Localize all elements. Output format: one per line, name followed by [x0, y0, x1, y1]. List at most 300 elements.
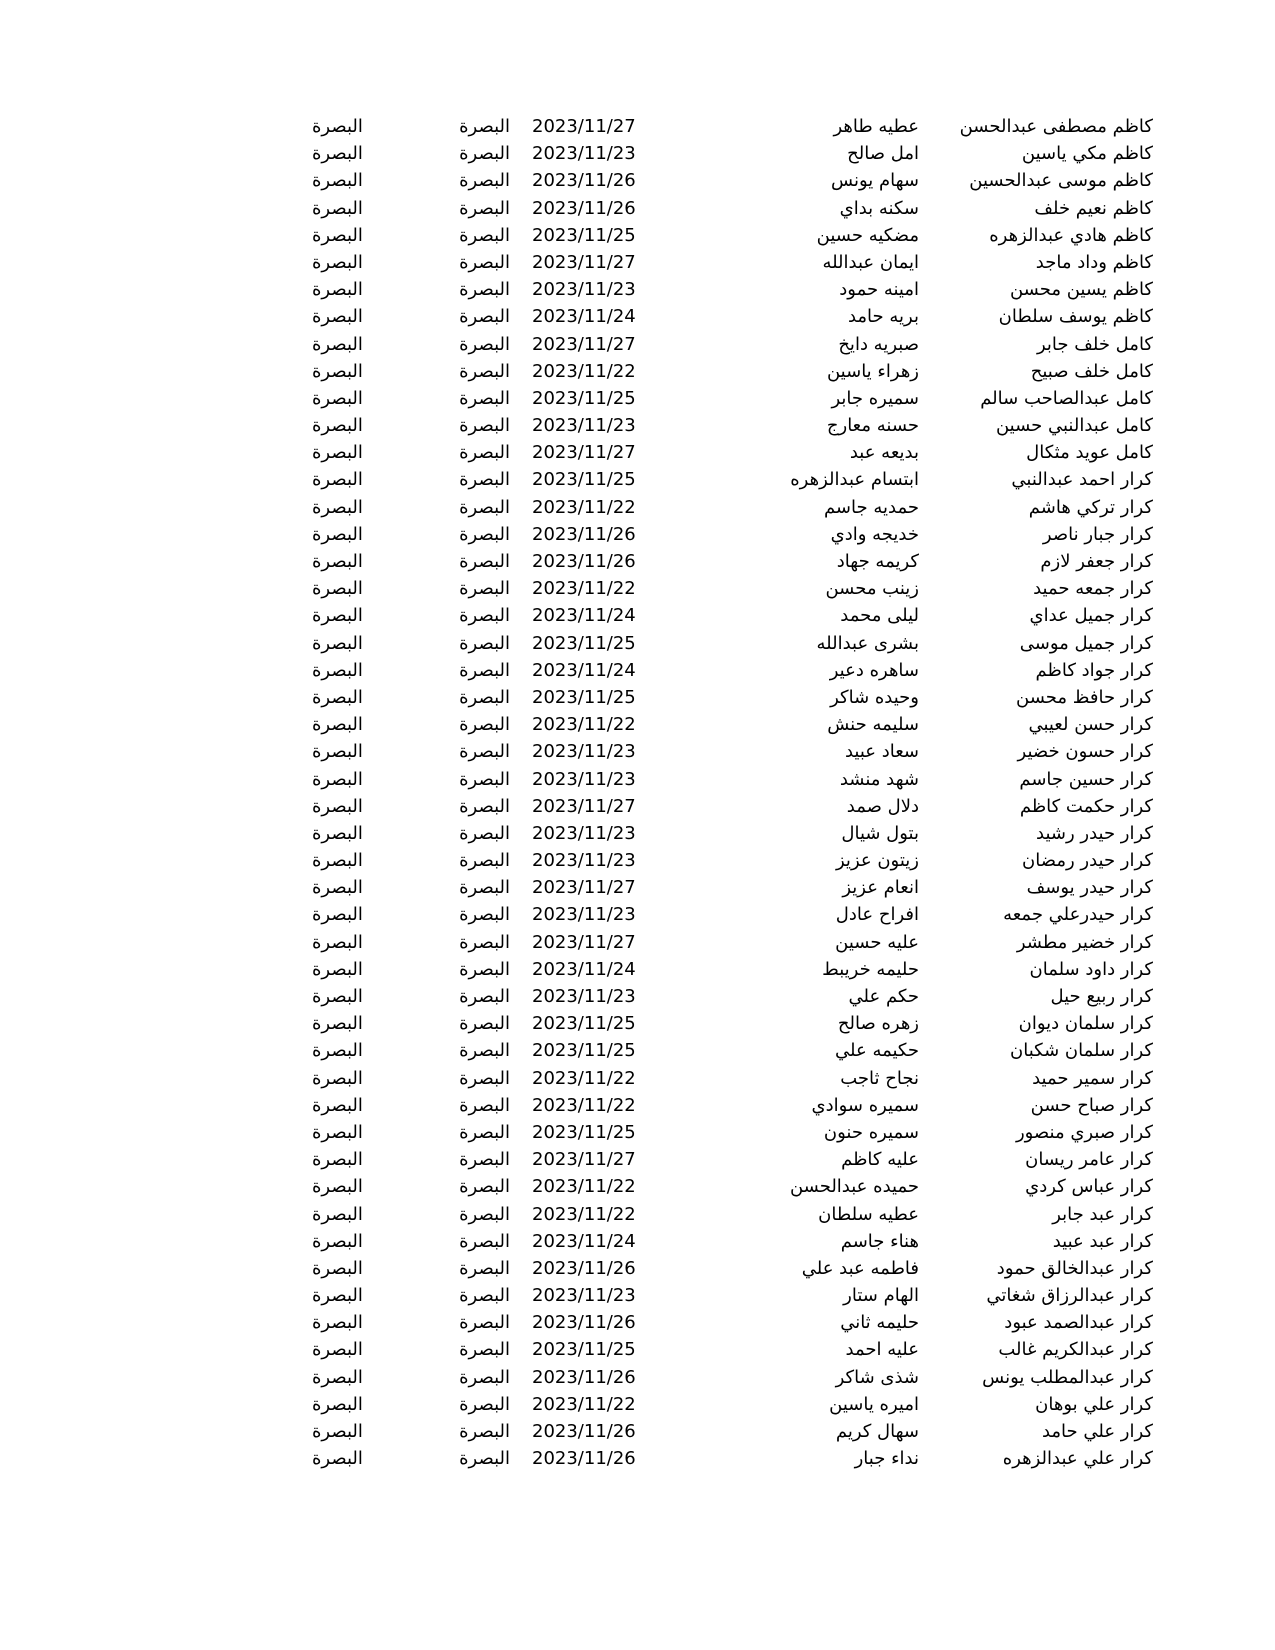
- table-row: [0, 1065, 1275, 1092]
- city-cell: البصرة: [459, 523, 510, 545]
- date-cell: 2023/11/27: [532, 116, 636, 137]
- person-name-cell: كرار صبري منصور: [1015, 1121, 1153, 1143]
- date-cell: 2023/11/26: [532, 1421, 636, 1442]
- date-cell: 2023/11/24: [532, 659, 636, 681]
- person-name-cell: كرار حيدر رمضان: [1022, 850, 1153, 872]
- mother-name-cell: بتول شيال: [841, 822, 919, 844]
- city-cell: البصرة: [459, 1421, 510, 1442]
- table-row: [0, 1336, 1275, 1363]
- city-cell: البصرة: [459, 469, 510, 491]
- date-cell: 2023/11/23: [532, 768, 636, 790]
- governorate-cell: البصرة: [312, 931, 363, 953]
- person-name-cell: كامل خلف جابر: [1036, 333, 1153, 355]
- mother-name-cell: صبريه دايخ: [838, 333, 919, 355]
- table-row: [0, 1282, 1275, 1309]
- city-cell: البصرة: [459, 931, 510, 953]
- city-cell: البصرة: [459, 143, 510, 165]
- city-cell: البصرة: [459, 632, 510, 654]
- governorate-cell: البصرة: [312, 387, 363, 409]
- person-name-cell: كرار عبد جابر: [1052, 1203, 1153, 1225]
- table-row: [0, 521, 1275, 548]
- date-cell: 2023/11/22: [532, 1176, 636, 1198]
- person-name-cell: كرار جميل موسى: [1019, 632, 1153, 654]
- governorate-cell: البصرة: [312, 850, 363, 872]
- date-cell: 2023/11/24: [532, 306, 636, 328]
- mother-name-cell: ايمان عبدالله: [822, 251, 919, 273]
- city-cell: البصرة: [459, 442, 510, 464]
- person-name-cell: كاظم يسين محسن: [1009, 279, 1153, 301]
- person-name-cell: كرار حسن لعيبي: [1028, 714, 1153, 736]
- mother-name-cell: سكنه بداي: [839, 197, 919, 219]
- person-name-cell: كرار عامر ريسان: [1025, 1149, 1153, 1171]
- table-row: [0, 1037, 1275, 1064]
- table-row: [0, 140, 1275, 167]
- city-cell: البصرة: [459, 170, 510, 192]
- table-row: [0, 1391, 1275, 1418]
- date-cell: 2023/11/27: [532, 877, 636, 899]
- person-name-cell: كرار حيدرعلي جمعه: [1003, 904, 1153, 926]
- governorate-cell: البصرة: [312, 224, 363, 246]
- person-name-cell: كاظم يوسف سلطان: [998, 306, 1153, 328]
- person-name-cell: كرار عبدالمطلب يونس: [982, 1366, 1153, 1388]
- mother-name-cell: انعام عزيز: [842, 877, 919, 899]
- date-cell: 2023/11/25: [532, 469, 636, 491]
- date-cell: 2023/11/26: [532, 523, 636, 545]
- city-cell: البصرة: [459, 551, 510, 572]
- city-cell: البصرة: [459, 360, 510, 382]
- governorate-cell: البصرة: [312, 251, 363, 273]
- city-cell: البصرة: [459, 659, 510, 681]
- person-name-cell: كرار حسين جاسم: [1019, 768, 1153, 790]
- city-cell: البصرة: [459, 1176, 510, 1198]
- table-row: [0, 439, 1275, 466]
- governorate-cell: البصرة: [312, 442, 363, 464]
- city-cell: البصرة: [459, 415, 510, 437]
- governorate-cell: البصرة: [312, 116, 363, 137]
- governorate-cell: البصرة: [312, 469, 363, 491]
- governorate-cell: البصرة: [312, 306, 363, 328]
- table-row: [0, 195, 1275, 222]
- date-cell: 2023/11/23: [532, 1285, 636, 1307]
- mother-name-cell: حمديه جاسم: [823, 496, 919, 518]
- person-name-cell: كرار داود سلمان: [1029, 958, 1153, 980]
- governorate-cell: البصرة: [312, 143, 363, 165]
- mother-name-cell: ابتسام عبدالزهره: [790, 469, 919, 491]
- governorate-cell: البصرة: [312, 578, 363, 600]
- date-cell: 2023/11/26: [532, 170, 636, 192]
- mother-name-cell: سليمه حنش: [827, 714, 919, 736]
- table-row: [0, 684, 1275, 711]
- governorate-cell: البصرة: [312, 170, 363, 192]
- date-cell: 2023/11/25: [532, 1121, 636, 1143]
- person-name-cell: كاظم موسى عبدالحسين: [969, 170, 1153, 192]
- table-row: [0, 1119, 1275, 1146]
- city-cell: البصرة: [459, 251, 510, 273]
- date-cell: 2023/11/25: [532, 686, 636, 708]
- table-row: [0, 602, 1275, 629]
- mother-name-cell: مضكيه حسين: [816, 224, 919, 246]
- mother-name-cell: حميده عبدالحسن: [789, 1176, 919, 1198]
- date-cell: 2023/11/24: [532, 1230, 636, 1252]
- city-cell: البصرة: [459, 1067, 510, 1089]
- person-name-cell: كرار تركي هاشم: [1028, 496, 1153, 518]
- date-cell: 2023/11/27: [532, 795, 636, 817]
- city-cell: البصرة: [459, 877, 510, 899]
- person-name-cell: كرار جبار ناصر: [1042, 523, 1153, 545]
- table-row: [0, 630, 1275, 657]
- city-cell: البصرة: [459, 822, 510, 844]
- governorate-cell: البصرة: [312, 1121, 363, 1143]
- mother-name-cell: حليمه خريبط: [822, 958, 919, 980]
- date-cell: 2023/11/23: [532, 741, 636, 763]
- city-cell: البصرة: [459, 1312, 510, 1334]
- city-cell: البصرة: [459, 958, 510, 980]
- mother-name-cell: زهره صالح: [837, 1013, 919, 1035]
- date-cell: 2023/11/27: [532, 931, 636, 953]
- governorate-cell: البصرة: [312, 877, 363, 899]
- mother-name-cell: اميره ياسين: [829, 1393, 919, 1415]
- mother-name-cell: زيتون عزيز: [836, 850, 919, 872]
- person-name-cell: كاظم مصطفى عبدالحسن: [959, 116, 1153, 137]
- mother-name-cell: افراح عادل: [835, 904, 919, 926]
- city-cell: البصرة: [459, 741, 510, 763]
- date-cell: 2023/11/24: [532, 958, 636, 980]
- table-row: [0, 820, 1275, 847]
- table-row: [0, 575, 1275, 602]
- governorate-cell: البصرة: [312, 551, 363, 572]
- table-row: [0, 113, 1275, 140]
- governorate-cell: البصرة: [312, 768, 363, 790]
- governorate-cell: البصرة: [312, 1312, 363, 1334]
- governorate-cell: البصرة: [312, 686, 363, 708]
- person-name-cell: كاظم وداد ماجد: [1035, 251, 1153, 273]
- mother-name-cell: ساهره دعير: [829, 659, 919, 681]
- city-cell: البصرة: [459, 904, 510, 926]
- person-name-cell: كرار حافظ محسن: [1016, 686, 1153, 708]
- table-row: [0, 1146, 1275, 1173]
- person-name-cell: كرار عبدالصمد عبود: [1004, 1312, 1153, 1334]
- person-name-cell: كرار سمير حميد: [1032, 1067, 1153, 1089]
- governorate-cell: البصرة: [312, 333, 363, 355]
- date-cell: 2023/11/22: [532, 1203, 636, 1225]
- governorate-cell: البصرة: [312, 904, 363, 926]
- date-cell: 2023/11/25: [532, 632, 636, 654]
- table-row: [0, 711, 1275, 738]
- table-row: [0, 466, 1275, 493]
- mother-name-cell: دلال صمد: [846, 795, 919, 817]
- governorate-cell: البصرة: [312, 360, 363, 382]
- city-cell: البصرة: [459, 795, 510, 817]
- date-cell: 2023/11/26: [532, 1366, 636, 1388]
- mother-name-cell: عطيه سلطان: [818, 1203, 919, 1225]
- city-cell: البصرة: [459, 1013, 510, 1035]
- table-row: [0, 901, 1275, 928]
- city-cell: البصرة: [459, 686, 510, 708]
- governorate-cell: البصرة: [312, 714, 363, 736]
- governorate-cell: البصرة: [312, 1448, 363, 1470]
- city-cell: البصرة: [459, 197, 510, 219]
- governorate-cell: البصرة: [312, 659, 363, 681]
- mother-name-cell: زينب محسن: [825, 578, 919, 600]
- governorate-cell: البصرة: [312, 523, 363, 545]
- city-cell: البصرة: [459, 986, 510, 1007]
- person-name-cell: كرار عبدالرزاق شغاتي: [986, 1285, 1153, 1307]
- mother-name-cell: بشرى عبدالله: [816, 632, 919, 654]
- mother-name-cell: عليه حسين: [835, 931, 919, 953]
- city-cell: البصرة: [459, 116, 510, 137]
- mother-name-cell: سعاد عبيد: [844, 741, 919, 763]
- mother-name-cell: سهال كريم: [835, 1421, 919, 1442]
- mother-name-cell: حكم علي: [848, 986, 919, 1007]
- person-name-cell: كرار علي عبدالزهره: [1002, 1448, 1153, 1470]
- city-cell: البصرة: [459, 496, 510, 518]
- city-cell: البصرة: [459, 1366, 510, 1388]
- governorate-cell: البصرة: [312, 1203, 363, 1225]
- table-row: [0, 1092, 1275, 1119]
- table-row: [0, 874, 1275, 901]
- table-row: [0, 1418, 1275, 1445]
- governorate-cell: البصرة: [312, 279, 363, 301]
- mother-name-cell: فاطمه عبد علي: [801, 1257, 919, 1279]
- mother-name-cell: نجاح ثاجب: [840, 1067, 919, 1089]
- governorate-cell: البصرة: [312, 986, 363, 1007]
- person-name-cell: كرار عبدالخالق حمود: [996, 1257, 1153, 1279]
- date-cell: 2023/11/23: [532, 415, 636, 437]
- date-cell: 2023/11/27: [532, 1149, 636, 1171]
- date-cell: 2023/11/22: [532, 1393, 636, 1415]
- date-cell: 2023/11/26: [532, 1312, 636, 1334]
- person-name-cell: كرار جعفر لازم: [1040, 551, 1153, 572]
- city-cell: البصرة: [459, 1339, 510, 1361]
- mother-name-cell: سميره سوادي: [811, 1094, 919, 1116]
- date-cell: 2023/11/27: [532, 251, 636, 273]
- date-cell: 2023/11/26: [532, 551, 636, 572]
- table-row: [0, 983, 1275, 1010]
- city-cell: البصرة: [459, 1257, 510, 1279]
- table-row: [0, 793, 1275, 820]
- person-name-cell: كرار عبدالكريم غالب: [998, 1339, 1153, 1361]
- governorate-cell: البصرة: [312, 197, 363, 219]
- city-cell: البصرة: [459, 279, 510, 301]
- date-cell: 2023/11/23: [532, 850, 636, 872]
- city-cell: البصرة: [459, 1230, 510, 1252]
- city-cell: البصرة: [459, 1448, 510, 1470]
- mother-name-cell: حكيمه علي: [835, 1040, 919, 1062]
- mother-name-cell: عطيه طاهر: [833, 116, 919, 137]
- person-name-cell: كاظم نعيم خلف: [1034, 197, 1153, 219]
- governorate-cell: البصرة: [312, 1176, 363, 1198]
- date-cell: 2023/11/26: [532, 1257, 636, 1279]
- mother-name-cell: شهد منشد: [839, 768, 919, 790]
- person-name-cell: كاظم مكي ياسين: [1021, 143, 1153, 165]
- governorate-cell: البصرة: [312, 795, 363, 817]
- date-cell: 2023/11/22: [532, 360, 636, 382]
- date-cell: 2023/11/22: [532, 1094, 636, 1116]
- person-name-cell: كرار خضير مطشر: [1016, 931, 1153, 953]
- date-cell: 2023/11/25: [532, 224, 636, 246]
- date-cell: 2023/11/22: [532, 578, 636, 600]
- person-name-cell: كرار حكمت كاظم: [1019, 795, 1153, 817]
- person-name-cell: كامل عويد مثكال: [1026, 442, 1153, 464]
- person-name-cell: كامل عبدالنبي حسين: [995, 415, 1153, 437]
- governorate-cell: البصرة: [312, 1366, 363, 1388]
- table-row: [0, 249, 1275, 276]
- person-name-cell: كرار عبد عبيد: [1052, 1230, 1153, 1252]
- mother-name-cell: خديجه وادي: [830, 523, 919, 545]
- city-cell: البصرة: [459, 1203, 510, 1225]
- table-row: [0, 412, 1275, 439]
- table-row: [0, 847, 1275, 874]
- date-cell: 2023/11/23: [532, 822, 636, 844]
- mother-name-cell: وحيده شاكر: [830, 686, 919, 708]
- person-name-cell: كامل خلف صبيح: [1030, 360, 1153, 382]
- mother-name-cell: نداء جبار: [854, 1448, 919, 1470]
- city-cell: البصرة: [459, 1149, 510, 1171]
- date-cell: 2023/11/25: [532, 1339, 636, 1361]
- mother-name-cell: ليلى محمد: [840, 605, 919, 627]
- governorate-cell: البصرة: [312, 632, 363, 654]
- city-cell: البصرة: [459, 387, 510, 409]
- table-row: [0, 276, 1275, 303]
- person-name-cell: كرار حيدر رشيد: [1036, 822, 1153, 844]
- date-cell: 2023/11/22: [532, 714, 636, 736]
- mother-name-cell: بديعه عبد: [849, 442, 919, 464]
- governorate-cell: البصرة: [312, 1094, 363, 1116]
- governorate-cell: البصرة: [312, 1339, 363, 1361]
- mother-name-cell: زهراء ياسين: [826, 360, 919, 382]
- person-name-cell: كاظم هادي عبدالزهره: [989, 224, 1153, 246]
- table-row: [0, 1309, 1275, 1336]
- person-name-cell: كرار احمد عبدالنبي: [1011, 469, 1153, 491]
- mother-name-cell: عليه كاظم: [841, 1149, 919, 1171]
- mother-name-cell: حسنه معارج: [826, 415, 919, 437]
- mother-name-cell: كريمه جهاد: [836, 551, 919, 572]
- city-cell: البصرة: [459, 1285, 510, 1307]
- governorate-cell: البصرة: [312, 415, 363, 437]
- city-cell: البصرة: [459, 333, 510, 355]
- date-cell: 2023/11/23: [532, 986, 636, 1007]
- governorate-cell: البصرة: [312, 741, 363, 763]
- records-table: [0, 113, 1275, 1472]
- city-cell: البصرة: [459, 1094, 510, 1116]
- person-name-cell: كرار سلمان ديوان: [1018, 1013, 1153, 1035]
- table-row: [0, 222, 1275, 249]
- governorate-cell: البصرة: [312, 1285, 363, 1307]
- date-cell: 2023/11/25: [532, 1013, 636, 1035]
- mother-name-cell: الهام ستار: [843, 1285, 919, 1307]
- governorate-cell: البصرة: [312, 1040, 363, 1062]
- table-row: [0, 1201, 1275, 1228]
- table-row: [0, 1255, 1275, 1282]
- person-name-cell: كرار ربيع حيل: [1050, 986, 1153, 1007]
- governorate-cell: البصرة: [312, 605, 363, 627]
- mother-name-cell: سهام يونس: [831, 170, 919, 192]
- date-cell: 2023/11/23: [532, 279, 636, 301]
- table-row: [0, 1228, 1275, 1255]
- table-row: [0, 1445, 1275, 1472]
- person-name-cell: كرار حيدر يوسف: [1026, 877, 1153, 899]
- table-row: [0, 358, 1275, 385]
- person-name-cell: كامل عبدالصاحب سالم: [980, 387, 1153, 409]
- mother-name-cell: امل صالح: [847, 143, 919, 165]
- person-name-cell: كرار جميل عداي: [1029, 605, 1153, 627]
- date-cell: 2023/11/24: [532, 605, 636, 627]
- governorate-cell: البصرة: [312, 496, 363, 518]
- date-cell: 2023/11/25: [532, 1040, 636, 1062]
- person-name-cell: كرار علي حامد: [1041, 1421, 1153, 1442]
- date-cell: 2023/11/23: [532, 904, 636, 926]
- date-cell: 2023/11/26: [532, 1448, 636, 1470]
- mother-name-cell: شذى شاكر: [835, 1366, 919, 1388]
- city-cell: البصرة: [459, 224, 510, 246]
- table-row: [0, 1010, 1275, 1037]
- city-cell: البصرة: [459, 768, 510, 790]
- table-row: [0, 385, 1275, 412]
- city-cell: البصرة: [459, 850, 510, 872]
- governorate-cell: البصرة: [312, 1257, 363, 1279]
- governorate-cell: البصرة: [312, 822, 363, 844]
- table-row: [0, 167, 1275, 194]
- person-name-cell: كرار صباح حسن: [1030, 1094, 1153, 1116]
- city-cell: البصرة: [459, 578, 510, 600]
- mother-name-cell: عليه احمد: [845, 1339, 919, 1361]
- table-row: [0, 766, 1275, 793]
- table-row: [0, 956, 1275, 983]
- mother-name-cell: هناء جاسم: [840, 1230, 919, 1252]
- date-cell: 2023/11/25: [532, 387, 636, 409]
- governorate-cell: البصرة: [312, 1393, 363, 1415]
- date-cell: 2023/11/27: [532, 442, 636, 464]
- date-cell: 2023/11/23: [532, 143, 636, 165]
- person-name-cell: كرار عباس كردي: [1025, 1176, 1153, 1198]
- person-name-cell: كرار حسون خضير: [1017, 741, 1153, 763]
- person-name-cell: كرار جواد كاظم: [1035, 659, 1153, 681]
- person-name-cell: كرار علي بوهان: [1035, 1393, 1153, 1415]
- city-cell: البصرة: [459, 1040, 510, 1062]
- table-row: [0, 657, 1275, 684]
- table-row: [0, 331, 1275, 358]
- table-row: [0, 929, 1275, 956]
- table-row: [0, 1364, 1275, 1391]
- city-cell: البصرة: [459, 1121, 510, 1143]
- table-row: [0, 494, 1275, 521]
- mother-name-cell: حليمه ثاني: [840, 1312, 919, 1334]
- date-cell: 2023/11/22: [532, 496, 636, 518]
- person-name-cell: كرار جمعه حميد: [1033, 578, 1153, 600]
- governorate-cell: البصرة: [312, 1421, 363, 1442]
- city-cell: البصرة: [459, 306, 510, 328]
- table-row: [0, 1173, 1275, 1200]
- city-cell: البصرة: [459, 1393, 510, 1415]
- date-cell: 2023/11/26: [532, 197, 636, 219]
- governorate-cell: البصرة: [312, 958, 363, 980]
- governorate-cell: البصرة: [312, 1013, 363, 1035]
- governorate-cell: البصرة: [312, 1067, 363, 1089]
- table-row: [0, 303, 1275, 330]
- mother-name-cell: امينه حمود: [839, 279, 919, 301]
- mother-name-cell: سميره حنون: [823, 1121, 919, 1143]
- date-cell: 2023/11/22: [532, 1067, 636, 1089]
- person-name-cell: كرار سلمان شكبان: [1010, 1040, 1153, 1062]
- table-row: [0, 738, 1275, 765]
- table-row: [0, 548, 1275, 575]
- mother-name-cell: سميره جابر: [831, 387, 919, 409]
- city-cell: البصرة: [459, 714, 510, 736]
- governorate-cell: البصرة: [312, 1149, 363, 1171]
- city-cell: البصرة: [459, 605, 510, 627]
- mother-name-cell: بريه حامد: [847, 306, 919, 328]
- governorate-cell: البصرة: [312, 1230, 363, 1252]
